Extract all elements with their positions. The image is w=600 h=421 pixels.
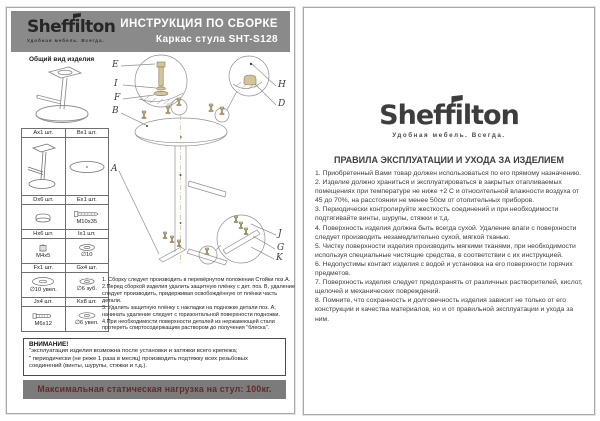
part-label-D: Dx6 шт. bbox=[22, 196, 66, 205]
brand-logo bbox=[27, 17, 115, 43]
part-caption-E: M10x35 bbox=[76, 218, 98, 225]
care-rule: 8. Помните, что сохранность и долговечность изделия зависит не только от его конструкции и качества материалов, но и от правильной эксплуатации и ухода за ним. bbox=[315, 297, 574, 323]
logo-flag-icon bbox=[450, 95, 463, 105]
attention-title: ВНИМАНИЕ! bbox=[29, 341, 69, 348]
care-rule: 6. Недопустимы контакт изделия с водой и установка на его поверхности горячих предметов. bbox=[315, 260, 573, 278]
assembly-instruction-page bbox=[6, 7, 295, 414]
part-label-B: Bx1 шт. bbox=[65, 129, 109, 138]
brand-logo bbox=[304, 100, 594, 139]
part-icon-washer-large bbox=[22, 273, 66, 298]
assembly-diagram-art bbox=[99, 53, 296, 275]
care-rule: 1. Приобретенный Вами товар должен использоваться по его прямому назначению. bbox=[315, 170, 582, 177]
callout-D: D bbox=[278, 99, 286, 109]
attention-line-2: " периодически (не реже 1 раза в месяц) производить подтяжку всех резьбовых соединений (винты, шурупы, стяжки и т.д.). bbox=[29, 355, 248, 370]
page-subtitle: Каркас стула SHT-S128 bbox=[155, 34, 278, 45]
parts-table bbox=[21, 128, 109, 332]
care-rules-list bbox=[315, 169, 588, 324]
part-caption-F: ∅10 увел. bbox=[29, 287, 57, 294]
care-rules-page bbox=[303, 7, 595, 415]
brand-logo-text: Sheffilton bbox=[379, 100, 519, 131]
assembly-step: 1. Сборку следует производить в перевёрнутом положении Стойки поз.А. bbox=[102, 277, 291, 283]
care-rule: 3. Периодически контролируйте жесткость соединений и при необходимости подтягивайте винты, шурупы, стяжки и т.д. bbox=[315, 206, 559, 223]
callout-F: F bbox=[114, 93, 121, 103]
page-title: ИНСТРУКЦИЯ ПО СБОРКЕ bbox=[120, 18, 278, 30]
part-icon-cap bbox=[22, 205, 66, 230]
general-view-drawing bbox=[19, 65, 107, 125]
callout-J: J bbox=[278, 229, 282, 239]
part-label-K: Kx8 шт. bbox=[65, 298, 109, 307]
assembly-diagram bbox=[99, 53, 296, 275]
part-caption-J: M6x12 bbox=[34, 320, 52, 327]
part-icon-set-screw bbox=[22, 239, 66, 264]
care-rule: 7. Поверхность изделия следует предохранять от различных растворителей, кислот, щелочей и механических повреждений. bbox=[315, 279, 583, 296]
callout-I: I bbox=[114, 79, 118, 89]
part-caption-I: ∅10 bbox=[81, 252, 93, 259]
general-view-label: Общий вид изделия bbox=[29, 56, 95, 63]
callout-A: A bbox=[111, 164, 118, 174]
care-rule: 2. Изделие должно храниться и эксплуатироваться в закрытых отапливаемых помещениях при температуре не ниже +2 С и относительной влажности воздуха от 45 до 70%, на расстоянии не менее 50см от отопительных приборов. bbox=[315, 179, 580, 205]
attention-line-1: "эксплуатация изделия возможна после установки и затяжки всего крепежа; bbox=[29, 348, 238, 354]
logo-flag-icon bbox=[72, 13, 81, 20]
brand-logo-text: Sheffilton bbox=[27, 17, 116, 37]
assembly-step: 2.Перед сборкой изделия удалить защитную плёнку с дет. поз. В, удаление следует производить, придерживая освобождённую от плёнки часть детали. bbox=[102, 283, 295, 304]
part-label-F: Fx1 шт. bbox=[22, 264, 66, 273]
part-label-H: Hx6 шт. bbox=[22, 230, 66, 239]
part-icon-bolt-m6 bbox=[22, 307, 66, 332]
callout-B: B bbox=[112, 106, 119, 116]
part-label-G: Gx4 шт. bbox=[65, 264, 109, 273]
part-caption-G: ∅6 зуб. bbox=[76, 286, 97, 293]
assembly-step: 3. Удалить защитную плёнку с накладки на подножке детали поз. А, начинать удаление следует с горизонтальной поверхности подножки. bbox=[102, 304, 281, 318]
max-load-banner: Максимальная статическая нагрузка на стул: 100кг. bbox=[23, 380, 286, 399]
attention-box bbox=[23, 338, 286, 376]
brand-tagline: Удобная мебель. Всегда. bbox=[27, 38, 105, 43]
callout-E: E bbox=[112, 60, 119, 70]
header-band bbox=[11, 11, 290, 52]
care-rule: 4. Поверхность изделия должна быть всегда сухой. Удаление влаги с поверхности следует производить незамедлительно сухой, мягкой тканью. bbox=[315, 224, 577, 241]
callout-K: K bbox=[276, 253, 283, 263]
part-caption-K: ∅6 увел. bbox=[74, 320, 99, 327]
part-caption-H: M4x5 bbox=[36, 252, 51, 259]
callout-H: H bbox=[278, 80, 286, 90]
part-icon-stand bbox=[22, 138, 66, 196]
part-label-A: Ax1 шт. bbox=[22, 129, 66, 138]
assembly-step: 4.При необходимости поверхности деталей из нержавеющей стали протереть спиртосодержащим раствором до получения "блеска". bbox=[102, 318, 275, 332]
care-rule: 5. Чистку поверхности изделия производить мягкими тканями, при необходимости используя специальные чистящие средства, в соответствии с их инструкцией. bbox=[315, 242, 576, 259]
callout-G: G bbox=[277, 243, 285, 253]
brand-tagline: Удобная мебель. Всегда. bbox=[392, 132, 506, 139]
part-label-I: Ix1 шт. bbox=[65, 230, 109, 239]
assembly-steps bbox=[102, 277, 296, 332]
care-rules-title: ПРАВИЛА ЭКСПЛУАТАЦИИ И УХОДА ЗА ИЗДЕЛИЕМ bbox=[333, 155, 564, 165]
part-label-J: Jx4 шт. bbox=[22, 298, 66, 307]
part-label-E: Ex1 шт. bbox=[65, 196, 109, 205]
